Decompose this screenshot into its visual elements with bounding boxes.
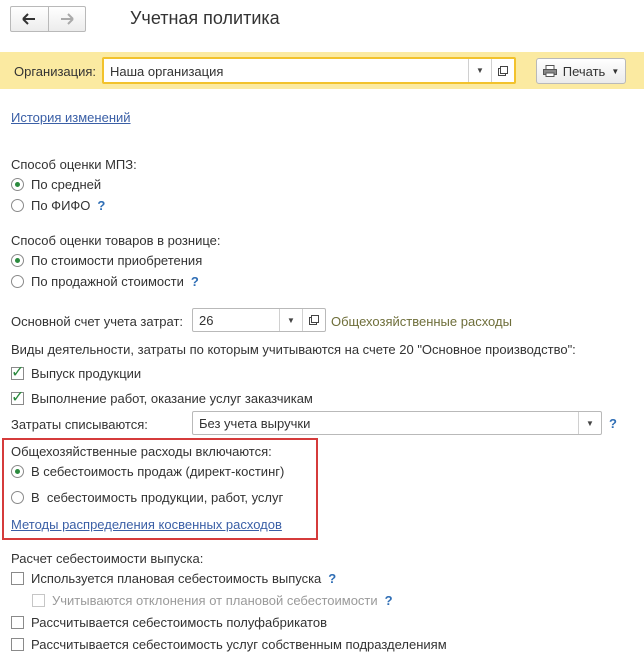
activities-title: Виды деятельности, затраты по которым учитываются на счете 20 "Основное производство": bbox=[11, 342, 576, 357]
chevron-down-icon[interactable]: ▼ bbox=[468, 59, 491, 82]
costing-title: Расчет себестоимости выпуска: bbox=[11, 551, 204, 566]
mpz-option-average[interactable]: По средней bbox=[11, 177, 101, 192]
help-icon[interactable]: ? bbox=[384, 593, 393, 608]
retail-option-sale[interactable]: По продажной стоимости ? bbox=[11, 274, 199, 289]
account-field[interactable] bbox=[192, 308, 326, 332]
help-icon[interactable]: ? bbox=[609, 416, 617, 431]
forward-button[interactable] bbox=[48, 7, 86, 31]
general-costs-option-production[interactable]: В себестоимость продукции, работ, услуг bbox=[11, 490, 283, 505]
radio-selected[interactable] bbox=[11, 465, 24, 478]
checkbox-checked[interactable] bbox=[11, 392, 24, 405]
account-label: Основной счет учета затрат: bbox=[11, 314, 184, 329]
account-description: Общехозяйственные расходы bbox=[331, 314, 512, 329]
back-button[interactable] bbox=[11, 7, 48, 31]
radio-selected[interactable] bbox=[11, 178, 24, 191]
chevron-down-icon: ▼ bbox=[611, 66, 620, 76]
nav-buttons bbox=[10, 6, 86, 32]
costing-semifinished[interactable]: Рассчитывается себестоимость полуфабрикатов bbox=[11, 615, 327, 630]
account-value: 26 bbox=[199, 313, 214, 328]
arrow-left-icon bbox=[22, 13, 36, 25]
retail-title: Способ оценки товаров в рознице: bbox=[11, 233, 221, 248]
help-icon[interactable]: ? bbox=[190, 274, 199, 289]
costing-planned[interactable]: Используется плановая себестоимость выпуска ? bbox=[11, 571, 336, 586]
open-icon[interactable] bbox=[491, 59, 514, 82]
open-icon[interactable] bbox=[302, 309, 325, 331]
indirect-costs-methods-link[interactable]: Методы распределения косвенных расходов bbox=[11, 517, 282, 532]
checkbox-unchecked[interactable] bbox=[11, 638, 24, 651]
mpz-title: Способ оценки МПЗ: bbox=[11, 157, 137, 172]
organization-value: Наша организация bbox=[110, 64, 224, 79]
checkbox-unchecked[interactable] bbox=[11, 572, 24, 585]
printer-icon bbox=[543, 65, 557, 77]
chevron-down-icon[interactable]: ▼ bbox=[279, 309, 302, 331]
writeoff-label: Затраты списываются: bbox=[11, 417, 148, 432]
history-link[interactable]: История изменений bbox=[11, 110, 131, 125]
radio-selected[interactable] bbox=[11, 254, 24, 267]
page-title: Учетная политика bbox=[130, 8, 280, 28]
help-icon[interactable]: ? bbox=[97, 198, 106, 213]
checkbox-unchecked[interactable] bbox=[11, 616, 24, 629]
radio-unselected[interactable] bbox=[11, 199, 24, 212]
print-label: Печать bbox=[562, 63, 606, 79]
chevron-down-icon[interactable]: ▼ bbox=[578, 412, 601, 434]
general-costs-title: Общехозяйственные расходы включаются: bbox=[11, 444, 272, 459]
print-button[interactable] bbox=[536, 58, 626, 84]
activity-products[interactable]: ✓ Выпуск продукции bbox=[11, 366, 141, 381]
organization-label: Организация: bbox=[14, 64, 97, 79]
costing-deviations[interactable]: Учитываются отклонения от плановой себестоимости ? bbox=[32, 593, 393, 608]
radio-unselected[interactable] bbox=[11, 275, 24, 288]
help-icon[interactable]: ? bbox=[328, 571, 337, 586]
retail-option-purchase[interactable]: По стоимости приобретения bbox=[11, 253, 202, 268]
checkbox-disabled[interactable] bbox=[32, 594, 45, 607]
arrow-right-icon bbox=[60, 13, 74, 25]
radio-unselected[interactable] bbox=[11, 491, 24, 504]
checkbox-checked[interactable] bbox=[11, 367, 24, 380]
mpz-option-fifo[interactable]: По ФИФО ? bbox=[11, 198, 105, 213]
general-costs-option-direct[interactable]: В себестоимость продаж (директ-костинг) bbox=[11, 464, 284, 479]
activity-services[interactable]: ✓ Выполнение работ, оказание услуг заказчикам bbox=[11, 391, 313, 406]
costing-internal-services[interactable]: Рассчитывается себестоимость услуг собственным подразделениям bbox=[11, 637, 447, 652]
writeoff-value: Без учета выручки bbox=[199, 416, 311, 431]
writeoff-select[interactable] bbox=[192, 411, 602, 435]
